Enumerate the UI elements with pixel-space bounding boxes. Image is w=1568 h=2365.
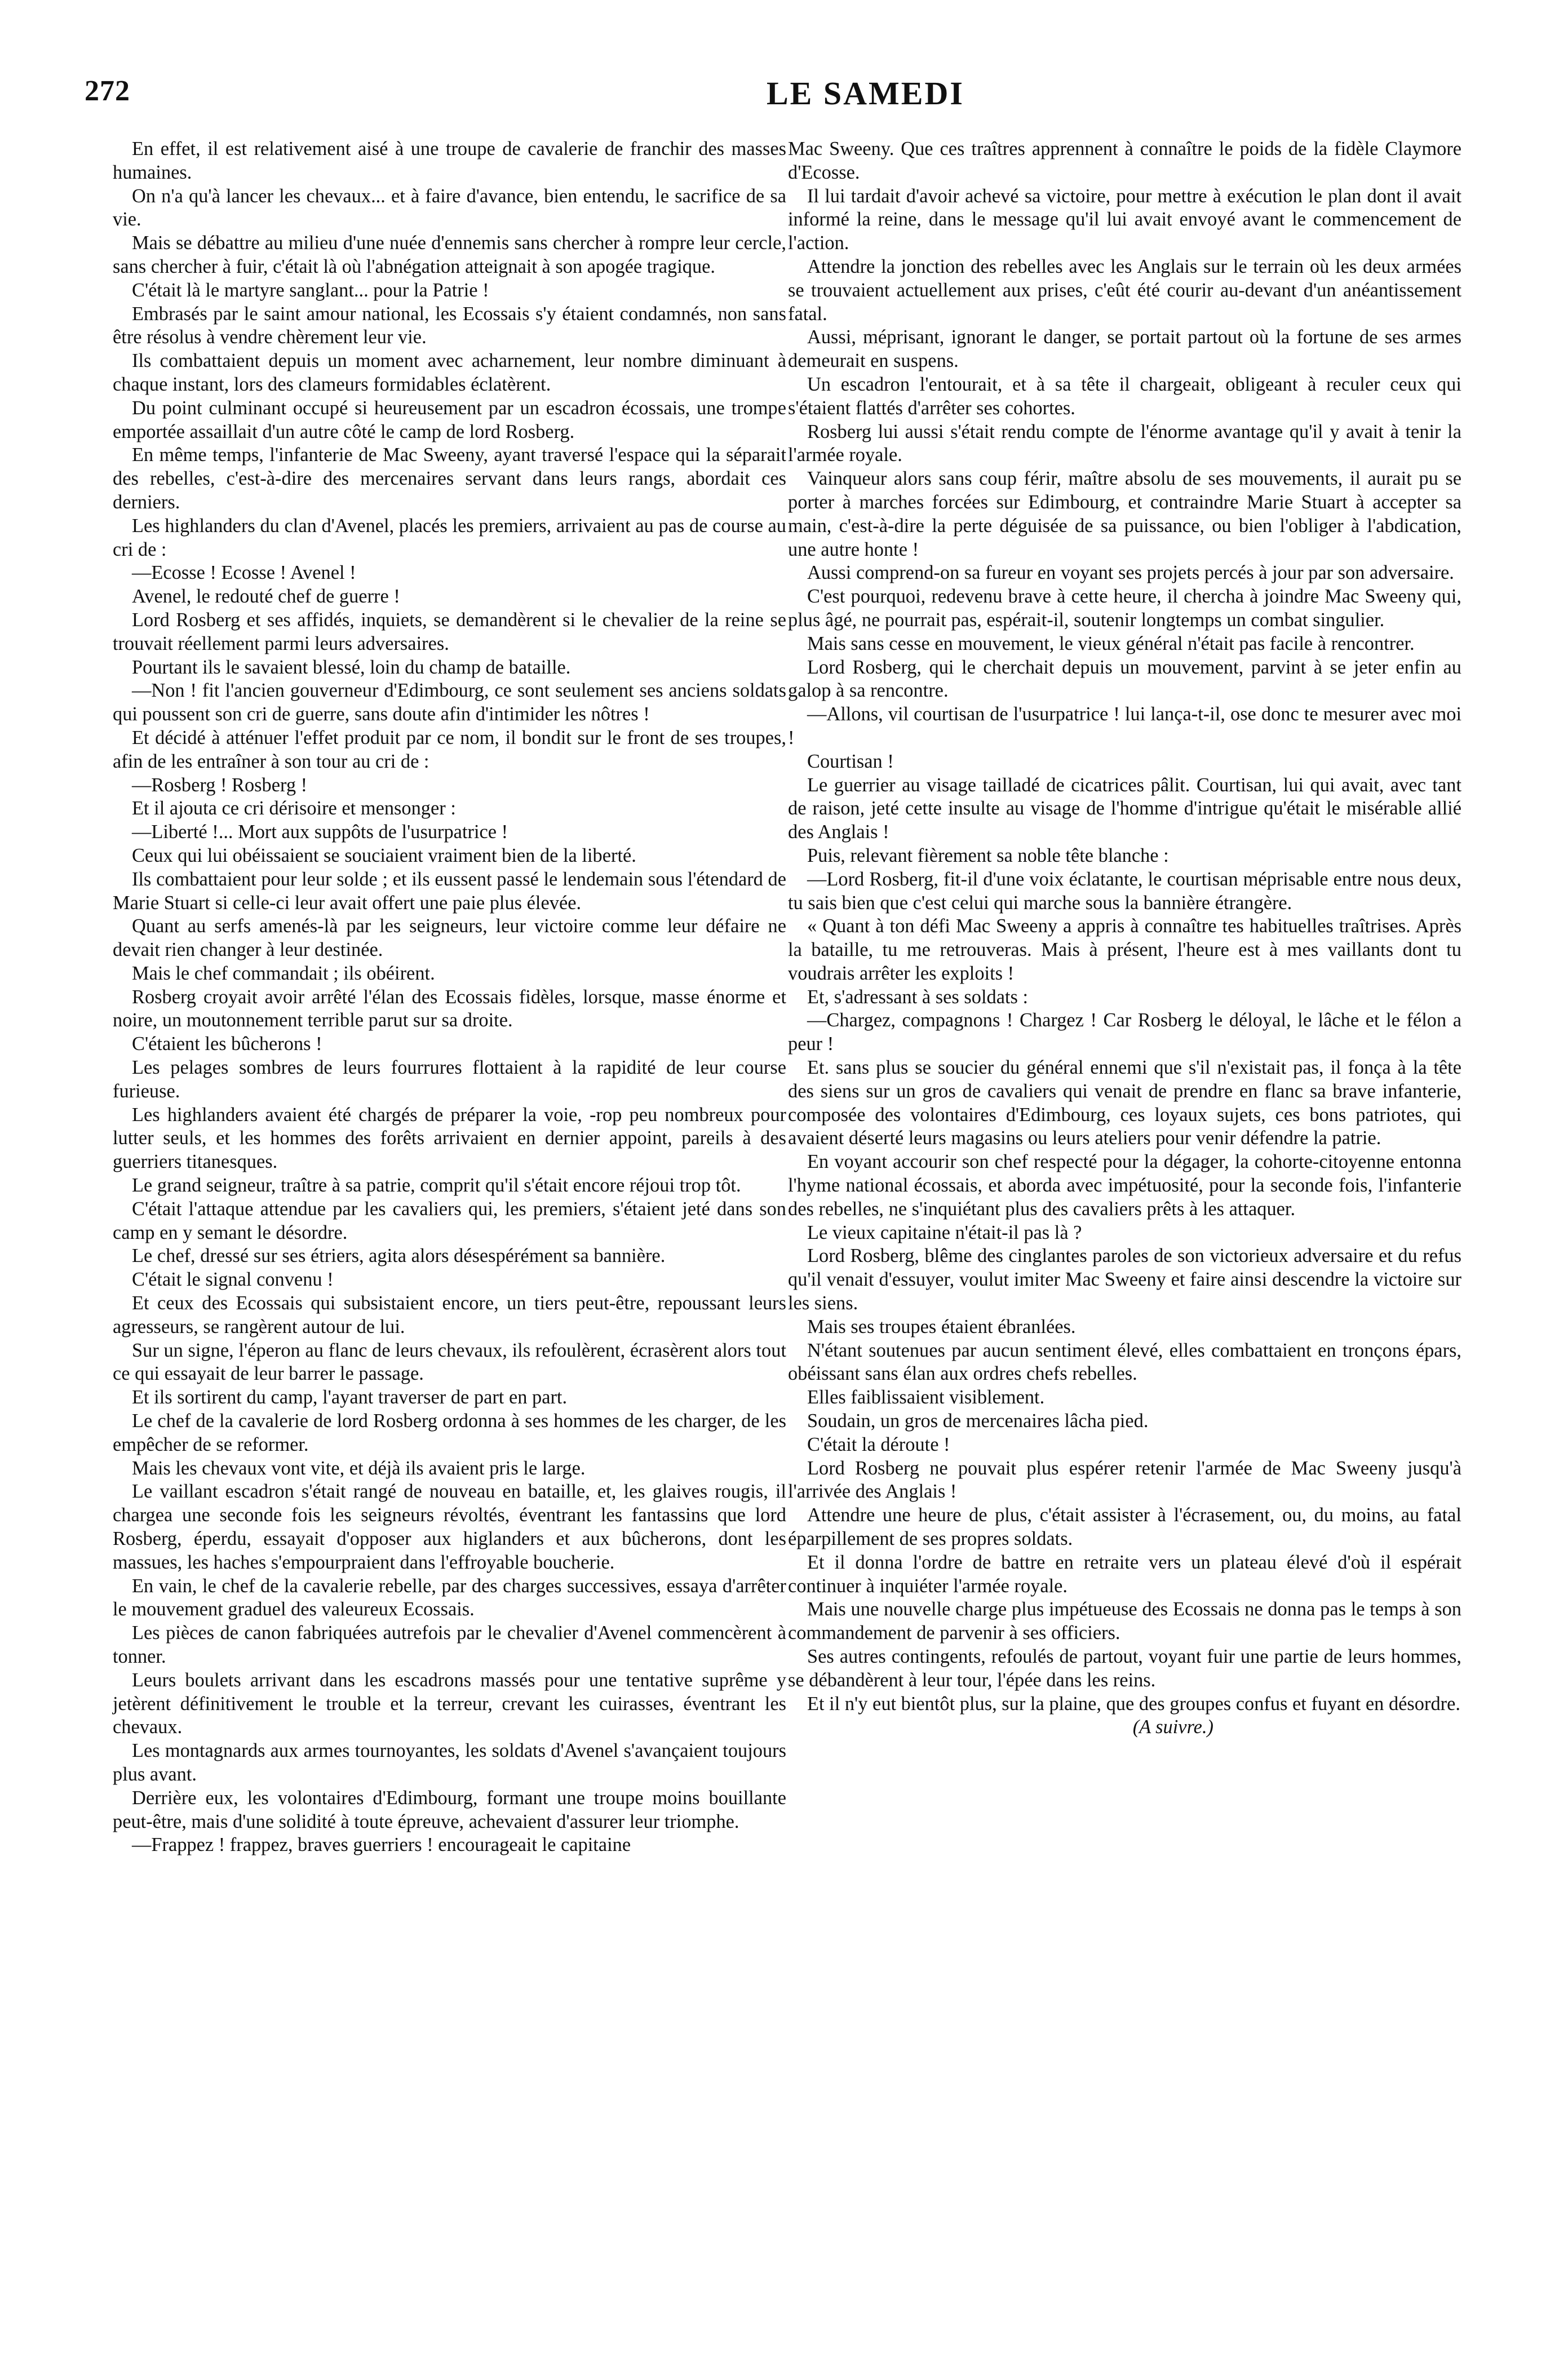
paragraph: Puis, relevant fièrement sa noble tête blanche :	[807, 844, 1169, 866]
paragraph: Mais se débattre au milieu d'une nuée d'ennemis sans chercher à rompre leur cercle, sans chercher à fuir, c'était là où l'abnégation atteignait à son apogée tragique.	[113, 232, 786, 277]
paragraph: C'était le signal convenu !	[132, 1269, 334, 1291]
paragraph: Mac Sweeny. Que ces traîtres apprennent à connaître le poids de la fidèle Claymore d'Ecosse.	[788, 138, 1461, 183]
paragraph: —Ecosse ! Ecosse ! Avenel !	[132, 562, 356, 584]
paragraph: Rosberg lui aussi s'était rendu compte de l'énorme avantage qu'il y avait à tenir la l'armée royale.	[788, 420, 1461, 466]
paragraph: Aussi, méprisant, ignorant le danger, se portait partout où la fortune de ses armes demeurait en suspens.	[788, 326, 1461, 372]
paragraph: Et, s'adressant à ses soldats :	[807, 986, 1029, 1008]
paragraph: Et il ajouta ce cri dérisoire et mensonger :	[132, 798, 456, 820]
paragraph: Mais les chevaux vont vite, et déjà ils avaient pris le large.	[132, 1457, 586, 1479]
paragraph: —Liberté !... Mort aux suppôts de l'usurpatrice !	[132, 821, 508, 843]
paragraph: Lord Rosberg, blême des cinglantes paroles de son victorieux adversaire et du refus qu'il venait d'essuyer, voulut imiter Mac Sweeny et faire ainsi descendre la victoire sur les siens.	[788, 1245, 1461, 1314]
paragraph: On n'a qu'à lancer les chevaux... et à faire d'avance, bien entendu, le sacrifice de sa vie.	[113, 185, 786, 231]
paragraph: Rosberg croyait avoir arrêté l'élan des Ecossais fidèles, lorsque, masse énorme et noire, un moutonnement terrible parut sur sa droite.	[113, 986, 786, 1031]
paragraph: C'étaient les bûcherons !	[132, 1033, 322, 1055]
paragraph: Attendre une heure de plus, c'était assister à l'écrasement, ou, du moins, au fatal éparpillement de ses propres soldats.	[788, 1504, 1461, 1550]
paragraph: Et il n'y eut bientôt plus, sur la plaine, que des groupes confus et fuyant en désordre.	[807, 1693, 1460, 1715]
paragraph: Les highlanders avaient été chargés de préparer la voie, -rop peu nombreux pour lutter seuls, et les hommes des forêts arrivaient en dernier appoint, pareils à des guerriers titanesques.	[113, 1104, 786, 1173]
paragraph: En effet, il est relativement aisé à une troupe de cavalerie de franchir des masses humaines.	[113, 138, 786, 183]
paragraph: Sur un signe, l'éperon au flanc de leurs chevaux, ils refoulèrent, écrasèrent alors tout ce qui essayait de leur barrer le passage.	[113, 1339, 786, 1385]
paragraph: « Quant à ton défi Mac Sweeny a appris à connaître tes habituelles traîtrises. Après la bataille, tu me retrouveras. Mais à présent, l'heure est à mes vaillants dont tu voudrais arrêter les exploits !	[788, 915, 1461, 984]
paragraph: —Rosberg ! Rosberg !	[132, 774, 308, 796]
paragraph: —Allons, vil courtisan de l'usurpatrice ! lui lança-t-il, ose donc te mesurer avec moi !	[788, 703, 1461, 749]
paragraph: N'étant soutenues par aucun sentiment élevé, elles combattaient en tronçons épars, obéissant sans élan aux ordres chefs rebelles.	[788, 1339, 1461, 1385]
page-number: 272	[85, 75, 130, 107]
paragraph: Leurs boulets arrivant dans les escadrons massés pour une tentative suprême y jetèrent définitivement le trouble et la terreur, crevant les cuirasses, éventrant les chevaux.	[113, 1669, 786, 1738]
paragraph: Et ceux des Ecossais qui subsistaient encore, un tiers peut-être, repoussant leurs agresseurs, se rangèrent autour de lui.	[113, 1292, 786, 1337]
paragraph: C'était là le martyre sanglant... pour la Patrie !	[132, 279, 489, 301]
paragraph: Le vieux capitaine n'était-il pas là ?	[807, 1221, 1082, 1243]
paragraph: —Frappez ! frappez, braves guerriers ! encourageait le capitaine	[132, 1834, 631, 1856]
paragraph: Il lui tardait d'avoir achevé sa victoire, pour mettre à exécution le plan dont il avait informé la reine, dans le message qu'il lui avait envoyé avant le commencement de l'action.	[788, 185, 1461, 254]
paragraph: Le chef, dressé sur ses étriers, agita alors désespérément sa bannière.	[132, 1245, 666, 1267]
paragraph: Attendre la jonction des rebelles avec les Anglais sur le terrain où les deux armées se trouvaient actuellement aux prises, c'eût été courir au-devant d'un anéantissement fatal.	[788, 255, 1461, 325]
paragraph: Ils combattaient pour leur solde ; et ils eussent passé le lendemain sous l'étendard de Marie Stuart si celle-ci leur avait offert une paie plus élevée.	[113, 868, 786, 914]
paragraph: Avenel, le redouté chef de guerre !	[132, 586, 400, 608]
paragraph: Mais ses troupes étaient ébranlées.	[807, 1316, 1076, 1337]
paragraph: Ils combattaient depuis un moment avec acharnement, leur nombre diminuant à chaque instant, lors des clameurs formidables éclatèrent.	[113, 350, 786, 395]
paragraph: Mais sans cesse en mouvement, le vieux général n'était pas facile à rencontrer.	[807, 632, 1415, 654]
paragraph: —Chargez, compagnons ! Chargez ! Car Rosberg le déloyal, le lâche et le félon a peur !	[788, 1009, 1461, 1055]
paragraph: Et décidé à atténuer l'effet produit par ce nom, il bondit sur le front de ses troupes, afin de les entraîner à son tour au cri de :	[113, 727, 786, 772]
paragraph: Le chef de la cavalerie de lord Rosberg ordonna à ses hommes de les charger, de les empêcher de se reformer.	[113, 1410, 786, 1455]
paragraph: Les pelages sombres de leurs fourrures flottaient à la rapidité de leur course furieuse.	[113, 1057, 786, 1102]
page-header	[85, 74, 1381, 119]
paragraph: C'est pourquoi, redevenu brave à cette heure, il chercha à joindre Mac Sweeny qui, plus âgé, ne pourrait pas, espérait-il, soutenir longtemps un combat singulier.	[788, 586, 1461, 631]
paragraph: Soudain, un gros de mercenaires lâcha pied.	[807, 1410, 1149, 1432]
paragraph: En voyant accourir son chef respecté pour la dégager, la cohorte-citoyenne entonna l'hyme national écossais, et aborda avec impétuosité, pour la seconde fois, l'infanterie des rebelles, ne s'inquiétant plus des cavaliers prêts à les attaquer.	[788, 1151, 1461, 1220]
paragraph: Les montagnards aux armes tournoyantes, les soldats d'Avenel s'avançaient toujours plus avant.	[113, 1740, 786, 1785]
paragraph: Derrière eux, les volontaires d'Edimbourg, formant une troupe moins bouillante peut-être, mais d'une solidité à toute épreuve, achevaient d'assurer leur triomphe.	[113, 1787, 786, 1832]
paragraph: Le grand seigneur, traître à sa patrie, comprit qu'il s'était encore réjoui trop tôt.	[132, 1175, 741, 1197]
paragraph: Un escadron l'entourait, et à sa tête il chargeait, obligeant à reculer ceux qui s'étaient flattés d'arrêter ses cohortes.	[788, 373, 1461, 419]
paragraph: Lord Rosberg, qui le cherchait depuis un mouvement, parvint à se jeter enfin au galop à sa rencontre.	[788, 656, 1461, 702]
to-be-continued-note: (A suivre.)	[1132, 1716, 1213, 1738]
paragraph: Aussi comprend-on sa fureur en voyant ses projets percés à jour par son adversaire.	[807, 562, 1454, 584]
journal-title: LE SAMEDI	[767, 75, 964, 112]
paragraph: Mais une nouvelle charge plus impétueuse des Ecossais ne donna pas le temps à son commandement de parvenir à ses officiers.	[788, 1598, 1461, 1644]
paragraph: Le vaillant escadron s'était rangé de nouveau en bataille, et, les glaives rougis, il chargea une seconde fois les seigneurs révoltés, éventrant les fantassins que lord Rosberg, éperdu, essayait d'opposer aux higlanders et aux bûcherons, dont les massues, les haches s'empourpraient dans l'effroyable boucherie.	[113, 1481, 786, 1573]
paragraph: —Lord Rosberg, fit-il d'une voix éclatante, le courtisan méprisable entre nous deux, tu sais bien que c'est celui qui marche sous la bannière étrangère.	[788, 868, 1461, 914]
paragraph: Et ils sortirent du camp, l'ayant traverser de part en part.	[132, 1387, 568, 1409]
right-text-column	[788, 138, 1461, 1739]
paragraph: Et. sans plus se soucier du général ennemi que s'il n'existait pas, il fonça à la tête des siens sur un gros de cavaliers qui venait de prendre en flanc sa brave infanterie, composée des volontaires d'Edimbourg, ces loyaux sujets, ces bons patriotes, qui avaient déserté leurs magasins ou leurs ateliers pour venir défendre la patrie.	[788, 1057, 1461, 1149]
paragraph: Et il donna l'ordre de battre en retraite vers un plateau élevé d'où il espérait continuer à inquiéter l'armée royale.	[788, 1551, 1461, 1597]
paragraph: Elles faiblissaient visiblement.	[807, 1387, 1045, 1409]
paragraph: Lord Rosberg ne pouvait plus espérer retenir l'armée de Mac Sweeny jusqu'à l'arrivée des Anglais !	[788, 1457, 1461, 1503]
paragraph: Lord Rosberg et ses affidés, inquiets, se demandèrent si le chevalier de la reine se trouvait réellement parmi leurs adversaires.	[113, 609, 786, 654]
paragraph: C'était l'attaque attendue par les cavaliers qui, les premiers, s'étaient jeté dans son camp en y semant le désordre.	[113, 1198, 786, 1243]
paragraph: Vainqueur alors sans coup férir, maître absolu de ses mouvements, il aurait pu se porter à marches forcées sur Edimbourg, et contraindre Marie Stuart à accepter sa main, c'est-à-dire la perte déguisée de sa puissance, ou bien l'obliger à l'abdication, une autre honte !	[788, 468, 1461, 560]
paragraph: Embrasés par le saint amour national, les Ecossais s'y étaient condamnés, non sans être résolus à vendre chèrement leur vie.	[113, 303, 786, 348]
left-text-column	[113, 138, 786, 1857]
paragraph: En vain, le chef de la cavalerie rebelle, par des charges successives, essaya d'arrêter le mouvement graduel des valeureux Ecossais.	[113, 1575, 786, 1620]
paragraph: Pourtant ils le savaient blessé, loin du champ de bataille.	[132, 656, 571, 678]
paragraph: Ceux qui lui obéissaient se souciaient vraiment bien de la liberté.	[132, 844, 636, 866]
paragraph: —Non ! fit l'ancien gouverneur d'Edimbourg, ce sont seulement ses anciens soldats qui poussent son cri de guerre, sans doute afin d'intimider les nôtres !	[113, 680, 786, 725]
paragraph: Les highlanders du clan d'Avenel, placés les premiers, arrivaient au pas de course au cri de :	[113, 515, 786, 560]
paragraph: Ses autres contingents, refoulés de partout, voyant fuir une partie de leurs hommes, se débandèrent à leur tour, l'épée dans les reins.	[788, 1646, 1461, 1691]
paragraph: Le guerrier au visage tailladé de cicatrices pâlit. Courtisan, lui qui avait, avec tant de raison, jeté cette insulte au visage de l'homme d'intrigue qu'était le misérable allié des Anglais !	[788, 774, 1461, 843]
paragraph: Courtisan !	[807, 750, 894, 772]
paragraph: Quant au serfs amenés-là par les seigneurs, leur victoire comme leur défaire ne devait rien changer à leur destinée.	[113, 915, 786, 961]
paragraph: Du point culminant occupé si heureusement par un escadron écossais, une trompe emportée assaillait d'un autre côté le camp de lord Rosberg.	[113, 397, 786, 442]
paragraph: En même temps, l'infanterie de Mac Sweeny, ayant traversé l'espace qui la séparait des rebelles, c'est-à-dire des mercenaires servant dans leurs rangs, abordait ces derniers.	[113, 444, 786, 513]
paragraph: Les pièces de canon fabriquées autrefois par le chevalier d'Avenel commencèrent à tonner.	[113, 1622, 786, 1667]
paragraph: C'était la déroute !	[807, 1433, 950, 1455]
paragraph: Mais le chef commandait ; ils obéirent.	[132, 962, 435, 984]
